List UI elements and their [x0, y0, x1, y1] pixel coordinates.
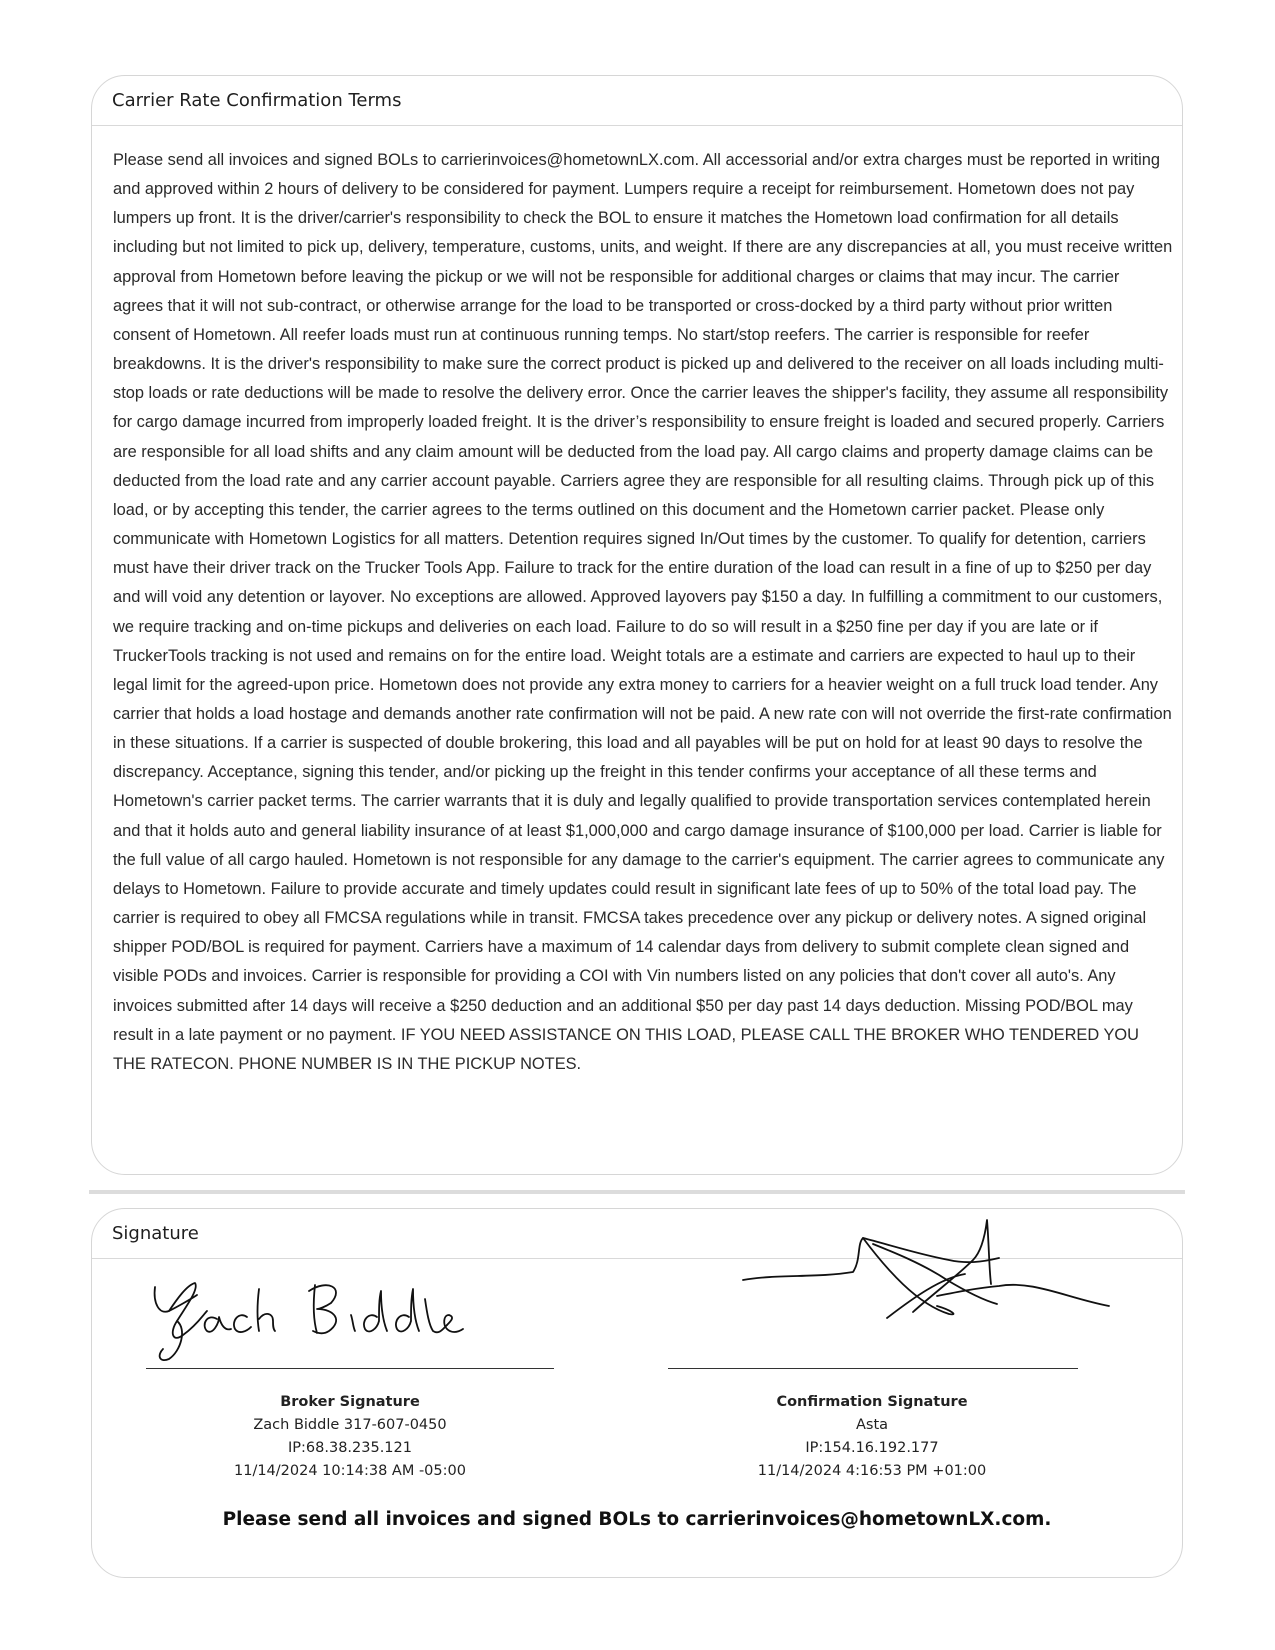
broker-timestamp: 11/14/2024 10:14:38 AM -05:00 [234, 1463, 466, 1479]
confirmation-timestamp: 11/14/2024 4:16:53 PM +01:00 [757, 1463, 987, 1479]
terms-body: Please send all invoices and signed BOLs to carrierinvoices@hometownLX.com. All accessorial and/or extra charges must be reported in writing and approved within 2 hours of delivery to be considered for payment. Lumpers require a receipt for reimbursement. Hometown does not pay lumpers up front. It is the driver/carrier's responsibility to check the BOL to ensure it matches the Hometown load confirmation for all details including but not limited to pick up, delivery, temperature, customs, units, and weight. If there are any discrepancies at all, you must receive written approval from Hometown before leaving the pickup or we will not be responsible for additional charges or claims that may incur. The carrier agrees that it will not sub-contract, or otherwise arrange for the load to be transported or cross-docked by a third party without prior written consent of Hometown. All reefer loads must run at continuous running temps. No start/stop reefers. The carrier is responsible for reefer breakdowns. It is the driver's responsibility to make sure the correct product is picked up and delivered to the receiver on all loads including multi-stop loads or rate deductions will be made to resolve the delivery error. Once the carrier leaves the shipper's facility, they assume all responsibility for cargo damage incurred from improperly loaded freight. It is the driver’s responsibility to ensure freight is loaded and secured properly. Carriers are responsible for all load shifts and any claim amount will be deducted from the load pay. All cargo claims and property damage claims can be deducted from the load rate and any carrier account payable. Carriers agree they are responsible for all resulting claims. Through pick up of this load, or by accepting this tender, the carrier agrees to the terms outlined on this document and the Hometown carrier packet. Please only communicate with Hometown Logistics for all matters. Detention requires signed In/Out times by the customer. To qualify for detention, carriers must have their driver track on the Trucker Tools App. Failure to track for the entire duration of the load can result in a fine of up to $250 per day and will void any detention or layover. No exceptions are allowed. Approved layovers pay $150 a day. In fulfilling a commitment to our customers, we require tracking and on-time pickups and deliveries on each load. Failure to do so will result in a $250 fine per day if you are late or if TruckerTools tracking is not used and remains on for the entire load. Weight totals are a estimate and carriers are expected to haul up to their legal limit for the agreed-upon price. Hometown does not provide any extra money to carriers for a heavier weight on a full truck load tender. Any carrier that holds a load hostage and demands another rate confirmation will not be paid. A new rate con will not override the first-rate confirmation in these situations. If a carrier is suspected of double brokering, this load and all payables will be put on hold for at least 90 days to resolve the discrepancy. Acceptance, signing this tender, and/or picking up the freight in this tender confirms your acceptance of all these terms and Hometown's carrier packet terms. The carrier warrants that it is duly and legally qualified to provide transportation services contemplated herein and that it holds auto and general liability insurance of at least $1,000,000 and cargo damage insurance of $100,000 per load. Carrier is liable for the full value of all cargo hauled. Hometown is not responsible for any damage to the carrier's equipment. The carrier agrees to communicate any delays to Hometown. Failure to provide accurate and timely updates could result in significant late fees of up to 50% of the total load pay. The carrier is required to obey all FMCSA regulations while in transit. FMCSA takes precedence over any pickup or delivery notes. A signed original shipper POD/BOL is required for payment. Carriers have a maximum of 14 calendar days from delivery to submit complete clean signed and visible PODs and invoices. Carrier is responsible for providing a COI with Vin numbers listed on any policies that don't cover all auto's. Any invoices submitted after 14 days will receive a $250 deduction and an additional $50 per day past 14 days deduction. Missing POD/BOL may result in a late payment or no payment. IF YOU NEED ASSISTANCE ON THIS LOAD, PLEASE CALL THE BROKER WHO TENDERED YOU THE RATECON. PHONE NUMBER IS IN THE PICKUP NOTES. [113, 151, 1173, 1073]
confirmation-signature-drawing [737, 1214, 1117, 1334]
invoice-instructions-note: Please send all invoices and signed BOLs to carrierinvoices@hometownLX.com. [222, 1509, 1052, 1530]
confirmation-ip: IP:154.16.192.177 [805, 1440, 939, 1456]
confirmation-signature-block [662, 1391, 1082, 1483]
confirmation-signature-line [668, 1368, 1078, 1369]
broker-signature-label: Broker Signature [280, 1394, 420, 1410]
confirmation-signature-label: Confirmation Signature [776, 1394, 968, 1410]
broker-name-phone: Zach Biddle 317-607-0450 [253, 1417, 447, 1433]
terms-card [91, 75, 1183, 1175]
confirmation-name: Asta [855, 1417, 889, 1433]
signature-title: Signature [92, 1209, 1182, 1259]
broker-signature-drawing [147, 1259, 477, 1369]
terms-title: Carrier Rate Confirmation Terms [92, 76, 1182, 126]
signature-card [91, 1208, 1183, 1578]
section-divider [89, 1190, 1185, 1194]
broker-ip: IP:68.38.235.121 [288, 1440, 412, 1456]
broker-signature-line [146, 1368, 554, 1369]
broker-signature-block [140, 1391, 560, 1483]
